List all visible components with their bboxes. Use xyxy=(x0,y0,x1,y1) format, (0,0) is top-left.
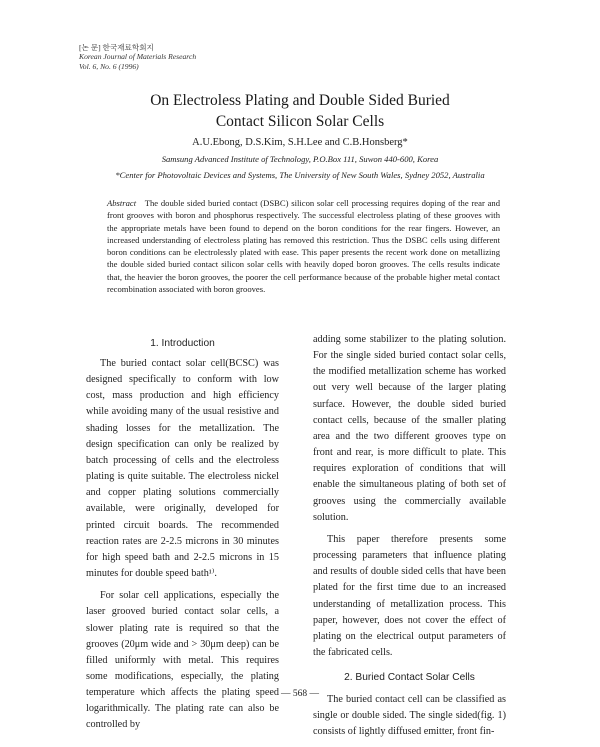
section-heading-buried-contact: 2. Buried Contact Solar Cells xyxy=(344,672,475,684)
body-paragraph: The buried contact cell can be classified as single or double sided. The single sided(fig. 1) consists of lightly diffused emitter, front fin- xyxy=(313,694,506,738)
body-paragraph: For solar cell applications, especially the laser grooved buried contact solar cells, a slower plating rate is required so that the grooves (20μm wide and > 30μm deep) can be filled uniformly with metal. This requires some modifications, especially, the plating temperature which affects the plating speed logarithmically. The plating rate can also be controlled by xyxy=(86,590,279,731)
body-paragraph: The buried contact solar cell(BCSC) was designed specifically to conform with low cost, mass production and high efficiency while avoiding many of the usual resistive and shading losses for the metallization. The design specification can only be realized by batch processing of cells and the electroless plating is quite suitable. The electroless nickel and copper plating solutions commercially available, were originally, developed for printed circuit boards. The recommended reaction rates are 2-2.5 microns in 30 minutes for high speed bath and 2-2.5 microns in 15 minutes for double speed bath¹⁾. xyxy=(86,358,279,580)
left-column xyxy=(86,332,279,740)
body-paragraph: adding some stabilizer to the plating solution. For the single sided buried contact solar cells, the modified metallization scheme has worked out very well because of the larger plating surface. However, the double sided buried contact cells, because of the smaller plating area and the two different grooves type on front and rear, is more difficult to plate. This requires exploration of conditions that will enable the simultaneous plating of both set of grooves using the commercially available solution. xyxy=(313,334,506,523)
journal-header xyxy=(79,43,196,71)
paper-title-line-2: Contact Silicon Solar Cells xyxy=(215,113,385,130)
page-number: — 568 — xyxy=(281,689,319,699)
journal-english-title: Korean Journal of Materials Research xyxy=(79,52,197,62)
abstract-label: Abstract xyxy=(107,198,137,208)
affiliation-2: *Center for Photovoltaic Devices and Systems, The University of New South Wales, Sydney 2052, Australia xyxy=(115,170,485,180)
abstract-text: The double sided buried contact (DSBC) silicon solar cell processing requires doping of the rear and front grooves with boron and phosphorus respectively. The successful electroless plating of these grooves with the appropriate metals have been found to depend on the boron conditions for the rear fingers. However, an increased understanding of electroless plating has removed this restriction. Thus the DSBC cells using different boron conditions can be electrolessly plated with ease. This paper presents the recent work done on metallizing the double sided buried contact silicon solar cells with heavily doped boron grooves. The cells results indicate that, the heavier the boron grooves, the poorer the cell performance because of the probable higher metal contact recombination associated with boron grooves. xyxy=(107,198,500,294)
journal-volume: Vol. 6, No. 6 (1996) xyxy=(79,61,139,71)
body-paragraph: This paper therefore presents some processing parameters that influence plating and results of double sided cells that have been plated for the first time due to an increased understanding of metallization process. This paper, however, does not cover the effect of plating on the electrical output parameters of the fabricated cells. xyxy=(313,533,506,658)
affiliation-1: Samsung Advanced Institute of Technology, P.O.Box 111, Suwon 440-600, Korea xyxy=(161,154,439,164)
abstract-block xyxy=(107,197,500,295)
paper-title xyxy=(0,90,600,132)
journal-korean-title: [논 문] 한국재료학회지 xyxy=(79,43,154,52)
author-list: A.U.Ebong, D.S.Kim, S.H.Lee and C.B.Honsberg* xyxy=(192,137,408,148)
section-heading-introduction: 1. Introduction xyxy=(150,338,215,349)
paper-title-line-1: On Electroless Plating and Double Sided Buried xyxy=(150,92,450,109)
right-column xyxy=(313,332,506,747)
